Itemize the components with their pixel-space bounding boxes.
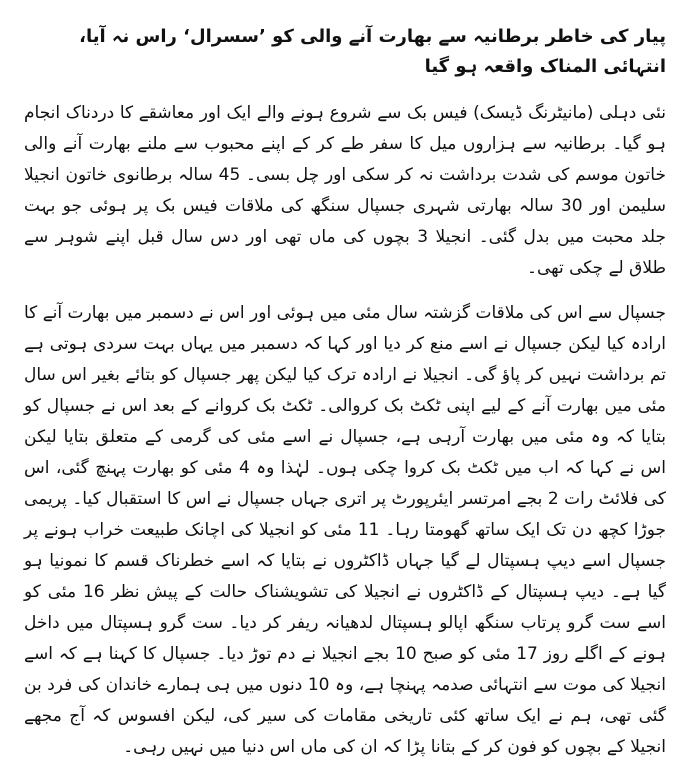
article-paragraph-1: نئی دہلی (مانیٹرنگ ڈیسک) فیس بک سے شروع ہونے والے ایک اور معاشقے کا دردناک انجام ہو گیا۔ برطانیہ سے ہزاروں میل کا سفر طے کر کے اپنے محبوب سے ملنے بھارت آنے والی خاتون موسم کی شدت برداشت نہ کر سکی اور چل بسی۔ 45 سالہ برطانوی خاتون انجیلا سلیمن اور 30 سالہ بھارتی شہری جسپال سنگھ کی ملاقات فیس بک پر ہوئی جو بہت جلد محبت میں بدل گئی۔ انجیلا 3 بچوں کی ماں تھی اور دس سال قبل اپنے شوہر سے طلاق لے چکی تھی۔ [24,103,667,278]
article-paragraph-2: جسپال سے اس کی ملاقات گزشتہ سال مئی میں ہوئی اور اس نے دسمبر میں بھارت آنے کا ارادہ کیا لیکن جسپال نے اسے منع کر دیا اور کہا کہ دسمبر میں یہاں بہت سردی ہوتی ہے تم برداشت نہیں کر پاؤ گی۔ انجیلا نے ارادہ ترک کیا لیکن پھر جسپال کو بتائے بغیر اس سال مئی میں بھارت آنے کے لیے اپنی ٹکٹ بک کروالی۔ ٹکٹ بک کروانے کے بعد اس نے جسپال کو بتایا کہ وہ مئی میں بھارت آرہی ہے، جسپال نے اسے مئی کی گرمی کے متعلق بتایا لیکن اس نے کہا کہ اب میں ٹکٹ بک کروا چکی ہوں۔ لہٰذا وہ 4 مئی کو بھارت پہنچ گئی، اس کی فلائٹ رات 2 بجے امرتسر ایئرپورٹ پر اتری جہاں جسپال نے اس کا استقبال کیا۔ پریمی جوڑا کچھ دن تک ایک ساتھ گھومتا رہا۔ 11 مئی کو انجیلا کی اچانک طبیعت خراب ہونے پر جسپال اسے دیپ ہسپتال لے گیا جہاں ڈاکٹروں نے بتایا کہ اسے خطرناک قسم کا نمونیا ہو گیا ہے۔ دیپ ہسپتال کے ڈاکٹروں نے انجیلا کی تشویشناک حالت کے پیش نظر 16 مئی کو اسے ست گرو پرتاب سنگھ اپالو ہسپتال لدھیانہ ریفر کر دیا۔ ست گرو ہسپتال میں داخل ہونے کے اگلے روز 17 مئی کو صبح 10 بجے انجیلا نے دم توڑ دیا۔ جسپال کا کہنا ہے کہ اسے انجیلا کی موت سے انتہائی صدمہ پہنچا ہے، وہ 10 دنوں میں ہی ہمارے خاندان کی فرد بن گئی تھی، ہم نے ایک ساتھ کئی تاریخی مقامات کی سیر کی، لیکن افسوس کہ آج مجھے انجیلا کے بچوں کو فون کر کے بتانا پڑا کہ ان کی ماں اس دنیا میں نہیں رہی۔ [24,303,667,757]
article-headline: پیار کی خاطر برطانیہ سے بھارت آنے والی کو ’سسرال‘ راس نہ آیا، انتہائی المناک واقعہ ہو گیا [79,26,666,77]
